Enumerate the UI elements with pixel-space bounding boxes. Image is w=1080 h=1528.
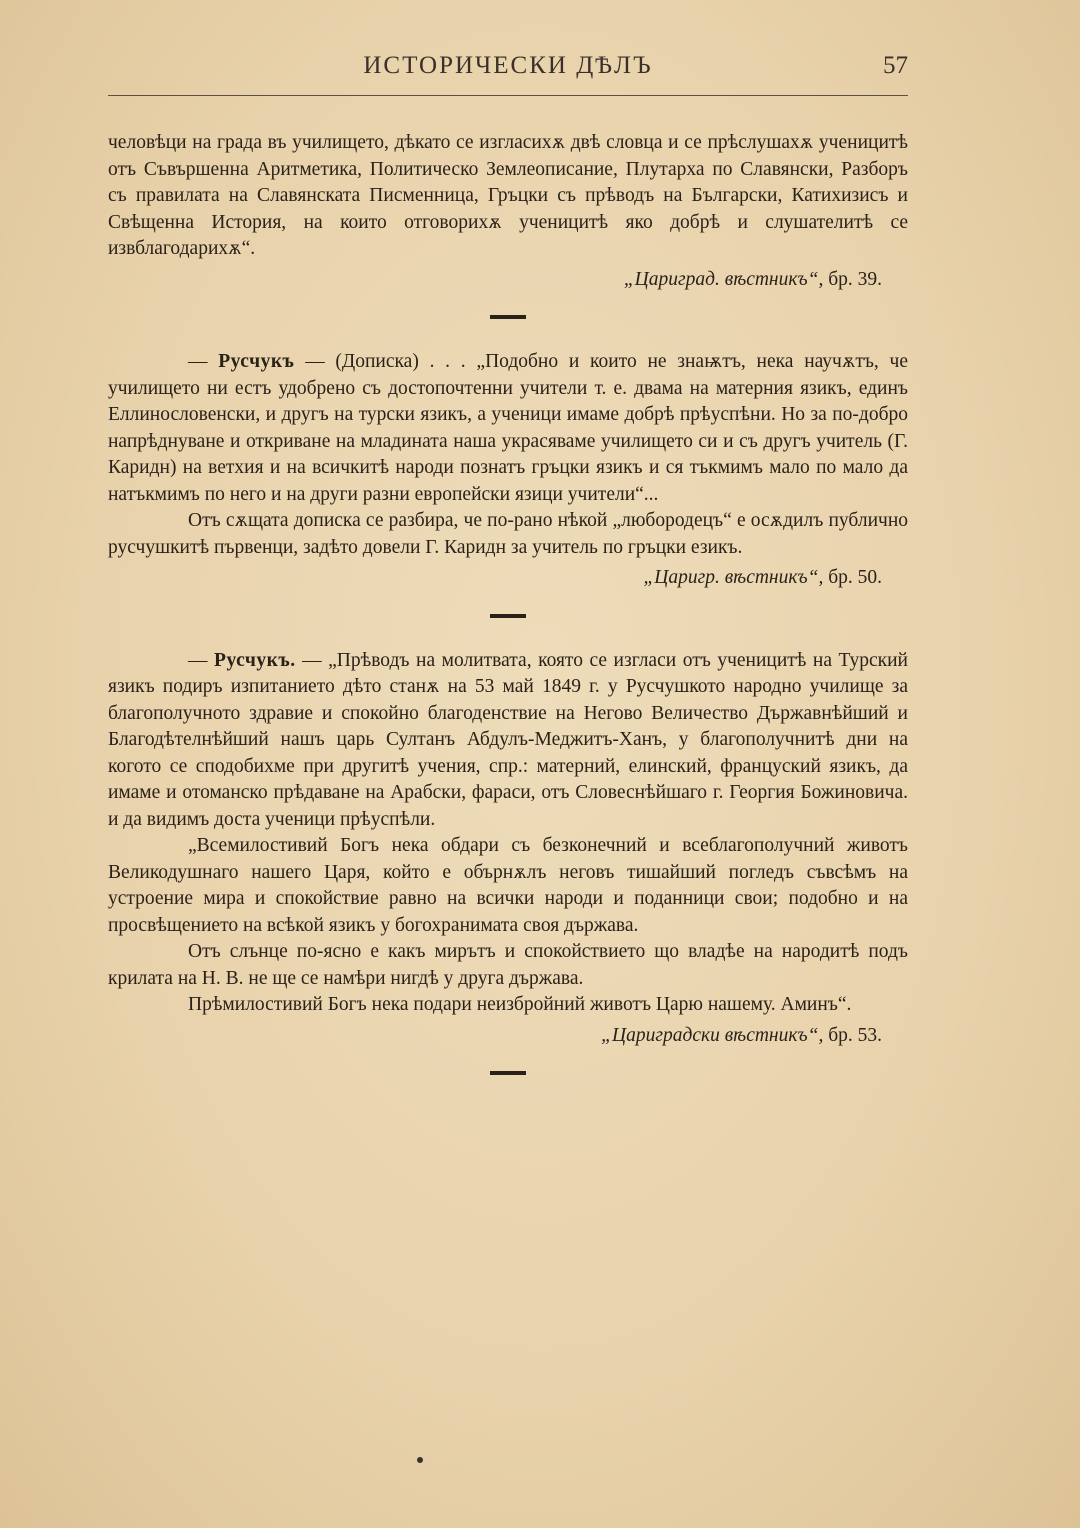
running-head: ИСТОРИЧЕСКИ ДѢЛЪ [363, 52, 653, 79]
section3-paragraph2: „Всемилостивий Богъ нека обдари съ безконечний и всеблагополучний животъ Великодушнаго нашего Царя, който е обърнѫлъ неговъ тишайший погледъ съвсѣмъ на устроение мира и спокойствие равно на всички народи и поданници свои; подобно и на просвѣщението на всѣкой язикъ у богохранимата своя държава. [108, 835, 908, 936]
page-header [108, 52, 908, 92]
citation-title: „Царигр. вѣстникъ“, [643, 567, 824, 588]
page-number: 57 [883, 52, 908, 79]
section1-citation [108, 267, 908, 294]
section3-paragraph1-text: — „Прѣводъ на молитвата, която се изгласи отъ ученицитѣ на Турский язикъ подиръ изпитанието дѣто станѫ на 53 май 1849 г. у Русчушкото народно училище за благополучното здравие и спокойно благоденствие на Негово Величество Държавнѣйший и Благодѣтелнѣйший нашъ царь Султанъ Абдулъ-Меджитъ-Ханъ, у благополучнитѣ дни на когото се сподобихме при другитѣ учения, спр.: матерний, елинский, француский язикъ, да имаме и отоманско прѣдаване на Арабски, фараси, отъ Словеснѣйшаго г. Георгия Божиновича. и да видимъ доста ученици прѣуспѣли. [108, 649, 908, 830]
section3-paragraph3: Отъ слънце по-ясно е какъ мирътъ и спокойствието що владѣе на народитѣ подъ крилата на Н. В. не ще се намѣри нигдѣ у друга държава. [108, 941, 908, 989]
citation-title: „Цариградски вѣстникъ“, [601, 1024, 824, 1046]
section2-paragraph2: Отъ сѫщата дописка се разбира, че по-рано нѣкой „любородецъ“ е осѫдилъ публично русчушкитѣ първенци, задѣто довели Г. Каридн за учитель по гръцки езикъ. [108, 510, 908, 558]
section2-paragraph1-text: — (Дописка) . . . „Подобно и които не знаѭтъ, нека научѫтъ, че училището ни естъ удобрено съ достопочтенни учители т. е. двама на матерния язикъ, единъ Еллинословенски, и другъ на турски язикъ, а ученици имаме добрѣ прѣуспѣни. Но за по-добро напрѣднуване и откриване на младината наша украсяваме училището си и съ другъ учитель (Г. Каридн) на ветхия и на всичкитѣ народи познатъ гръцки язикъ и ся тъкмимъ мало по мало да натъкмимъ по него и на други разни европейски язици учители“... [108, 351, 909, 505]
section2-paragraph1 [108, 349, 908, 508]
lead-dash: — [188, 649, 208, 671]
section3-paragraph1 [108, 648, 908, 834]
section3-paragraph4: Прѣмилостивий Богъ нека подари неизбройний животъ Царю нашему. Аминъ“. [188, 994, 852, 1015]
citation-title: „Цариград. вѣстникъ“, [623, 268, 824, 290]
page-body [108, 130, 908, 1105]
citation-number: бр. 50. [828, 567, 882, 588]
section3-citation [108, 1023, 908, 1050]
section1-paragraph: человѣци на града въ училището, дѣкато се изгласихѫ двѣ словца и се прѣслушахѫ ученицитѣ отъ Съвършенна Аритметика, Политическо Землеописание, Плутарха по Славянски, Разборъ съ правилата на Славянската Писменница, Гръцки съ прѣводъ на Български, Катихизисъ и Свѣщенна История, на които отговорихѫ ученицитѣ яко добрѣ и слушателитѣ се извблагодарихѫ“. [108, 132, 908, 259]
section2-citation [108, 565, 908, 592]
citation-number: бр. 53. [828, 1024, 882, 1046]
section-divider [490, 614, 526, 618]
section-divider [490, 315, 526, 319]
lead-dash: — [188, 351, 208, 372]
ink-dot [417, 1457, 423, 1463]
citation-number: бр. 39. [828, 268, 882, 290]
header-rule [108, 95, 908, 96]
section-divider [490, 1071, 526, 1075]
section3-heading: Русчукъ. [214, 649, 296, 671]
section2-heading: Русчукъ [218, 351, 295, 372]
